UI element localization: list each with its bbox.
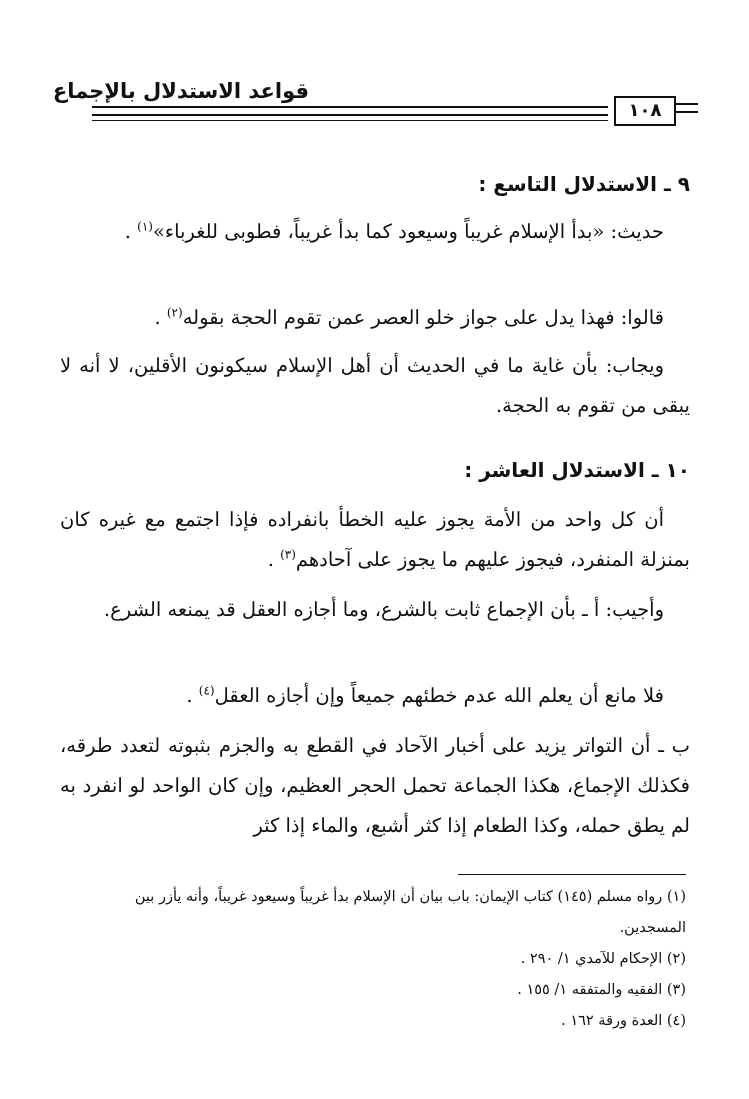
footnote-1: (١) رواه مسلم (١٤٥) كتاب الإيمان: باب بيان أن الإسلام بدأ غريباً وسيعود غريباً، وأنه يأزر بين المسجدين. <box>134 889 686 936</box>
ujib-text: وأجيب: أ ـ بأن الإجماع ثابت بالشرع، وما أجازه العقل قد يمنعه الشرع. <box>103 598 664 621</box>
header-ornament <box>676 103 698 105</box>
footnote-ref: (٤) <box>198 683 215 698</box>
ba-text: ب ـ أن التواتر يزيد على أخبار الآحاد في القطع به والجزم بثبوته لتعدد طرقه، فكذلك الإجماع، هكذا الجماعة تحمل الحجر العظيم، وإن كان الواحد لو انفرد به لم يطق حمله، وكذا الطعام إذا كثر أشبع، والماء إذا كثر <box>60 734 690 837</box>
fala-mani-paragraph <box>60 676 690 716</box>
section-9 <box>60 164 690 204</box>
footnote-4: (٤) العدة ورقة ١٦٢ . <box>561 1013 686 1029</box>
fala-mani-text: فلا مانع أن يعلم الله عدم خطئهم جميعاً وإن أجازه العقل$^{(٤)}$ . <box>186 683 664 707</box>
footnote-3: (٣) الفقيه والمتفقه ١/ ١٥٥ . <box>517 982 686 998</box>
footnote-ref: (٣) <box>280 547 296 562</box>
running-title: قواعد الاستدلال بالإجماع <box>52 79 309 103</box>
header-rule <box>92 120 608 121</box>
footnotes <box>70 882 686 1037</box>
qalu-paragraph <box>60 298 690 338</box>
qalu-text: قالوا: فهذا يدل على جواز خلو العصر عمن تقوم الحجة بقوله$^{(٢)}$ . <box>154 305 664 329</box>
ba-paragraph <box>60 726 690 846</box>
footnote-ref: (٢) <box>166 305 183 320</box>
hadith-text: حديث: «بدأ الإسلام غريباً وسيعود كما بدأ غريباً، فطوبى للغرباء»$^{(١)}$ . <box>124 219 664 243</box>
footnote-separator <box>458 874 686 875</box>
hadith-paragraph <box>60 212 690 252</box>
yujab-paragraph <box>60 346 690 426</box>
kull-wahid-paragraph <box>60 500 690 580</box>
header-rule <box>92 114 608 116</box>
header-rule <box>92 106 608 108</box>
footnote-2: (٢) الإحكام للآمدي ١/ ٢٩٠ . <box>520 951 686 967</box>
kull-wahid-text: أن كل واحد من الأمة يجوز عليه الخطأ بانفراده فإذا اجتمع مع غيره كان بمنزلة المنفرد، فيجوز عليهم ما يجوز على آحادهم$^{(٣)}$ . <box>60 508 690 571</box>
heading-9: ٩ ـ الاستدلال التاسع : <box>478 172 690 196</box>
ujib-paragraph <box>60 590 690 630</box>
yujab-text: ويجاب: بأن غاية ما في الحديث أن أهل الإسلام سيكونون الأقلين، لا أنه لا يبقى من تقوم به الحجة. <box>60 354 690 417</box>
footnote-ref: (١) <box>137 219 153 234</box>
header-ornament <box>676 111 698 113</box>
section-10 <box>60 450 690 490</box>
heading-10: ١٠ ـ الاستدلال العاشر : <box>464 458 690 482</box>
page-number: ١٠٨ <box>614 96 676 126</box>
